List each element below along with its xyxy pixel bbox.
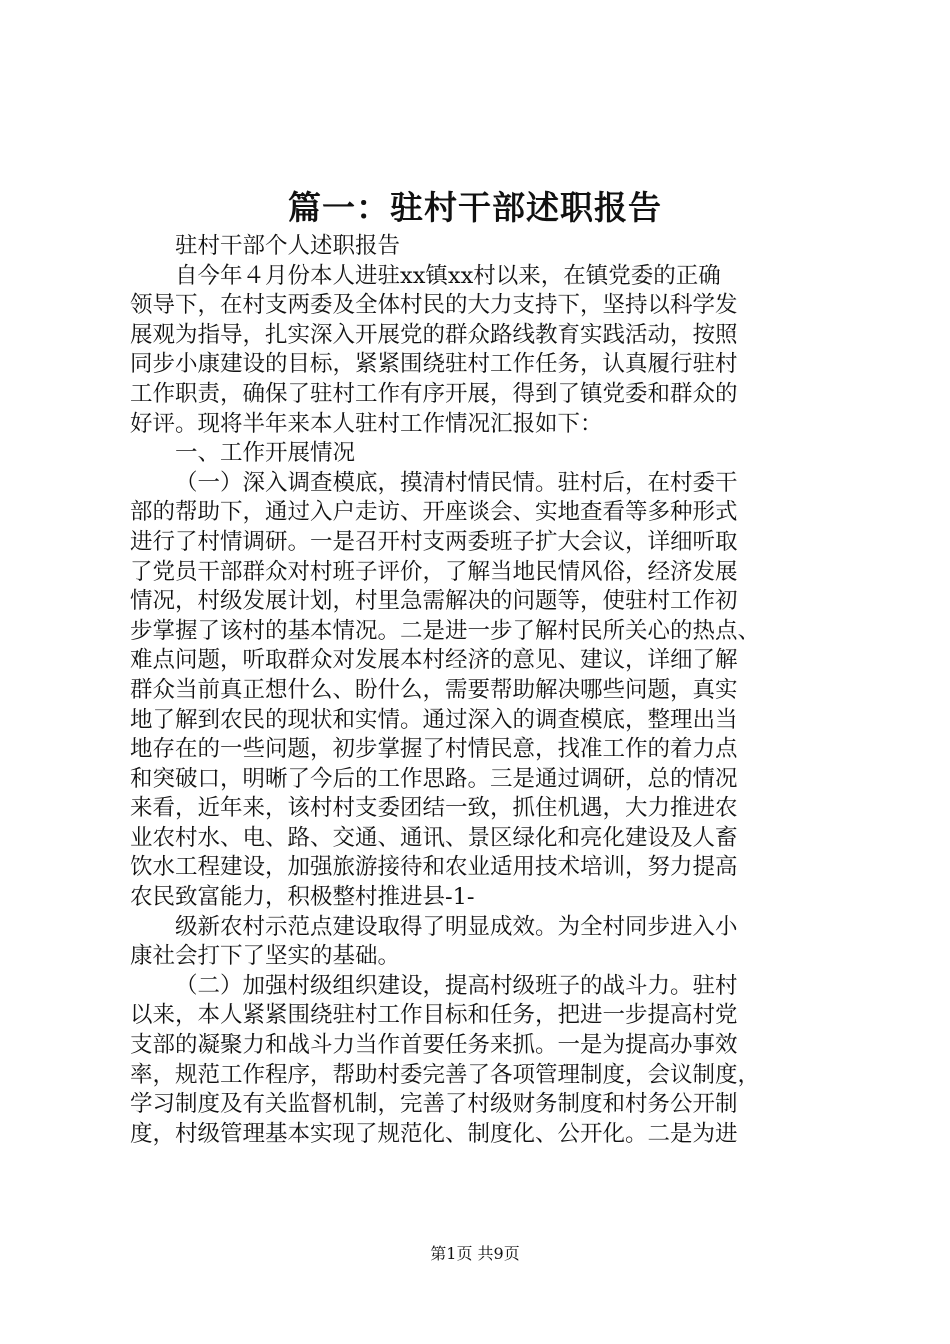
body-line: 以来，本人紧紧围绕驻村工作目标和任务，把进一步提高村党	[130, 1002, 738, 1029]
body-line: 饮水工程建设，加强旅游接待和农业适用技术培训，努力提高	[130, 854, 738, 881]
body-line: 和突破口，明晰了今后的工作思路。三是通过调研，总的情况	[130, 765, 738, 792]
body-line: 了党员干部群众对村班子评价，了解当地民情风俗，经济发展	[130, 558, 738, 585]
body-line: 一、工作开展情况	[175, 440, 356, 467]
body-line: 率，规范工作程序，帮助村委完善了各项管理制度，会议制度，	[130, 1061, 761, 1088]
body-line: 难点问题，听取群众对发展本村经济的意见、建议，详细了解	[130, 647, 738, 674]
body-line: 农民致富能力，积极整村推进县-1-	[130, 884, 475, 911]
document-body	[130, 232, 830, 1149]
body-line: 展观为指导，扎实深入开展党的群众路线教育实践活动，按照	[130, 321, 738, 348]
body-line: 工作职责，确保了驻村工作有序开展，得到了镇党委和群众的	[130, 380, 738, 407]
body-line: 支部的凝聚力和战斗力当作首要任务来抓。一是为提高办事效	[130, 1032, 738, 1059]
document-title: 篇一：驻村干部述职报告	[288, 188, 662, 227]
body-line: 级新农村示范点建设取得了明显成效。为全村同步进入小	[175, 913, 738, 940]
page-footer: 第1页 共9页	[430, 1244, 520, 1263]
body-line: 学习制度及有关监督机制，完善了村级财务制度和村务公开制	[130, 1091, 738, 1118]
body-line: 自今年４月份本人进驻xx镇xx村以来，在镇党委的正确	[175, 262, 721, 289]
body-line: 康社会打下了坚实的基础。	[130, 943, 401, 970]
body-line: 业农村水、电、路、交通、通讯、景区绿化和亮化建设及人畜	[130, 824, 738, 851]
body-line: 好评。现将半年来本人驻村工作情况汇报如下：	[130, 410, 603, 437]
body-line: 步掌握了该村的基本情况。二是进一步了解村民所关心的热点、	[130, 617, 761, 644]
body-line: 地存在的一些问题，初步掌握了村情民意，找准工作的着力点	[130, 736, 738, 763]
body-line: 群众当前真正想什么、盼什么，需要帮助解决哪些问题，真实	[130, 676, 738, 703]
body-line: 度，村级管理基本实现了规范化、制度化、公开化。二是为进	[130, 1120, 738, 1147]
body-line: （一）深入调查模底，摸清村情民情。驻村后，在村委干	[175, 469, 738, 496]
body-line: （二）加强村级组织建设，提高村级班子的战斗力。驻村	[175, 972, 738, 999]
body-line: 领导下，在村支两委及全体村民的大力支持下，坚持以科学发	[130, 292, 738, 319]
body-line: 地了解到农民的现状和实情。通过深入的调查模底，整理出当	[130, 706, 738, 733]
body-line: 同步小康建设的目标，紧紧围绕驻村工作任务，认真履行驻村	[130, 351, 738, 378]
body-line: 情况，村级发展计划，村里急需解决的问题等，使驻村工作初	[130, 588, 738, 615]
body-line: 进行了村情调研。一是召开村支两委班子扩大会议，详细听取	[130, 528, 738, 555]
body-line: 来看，近年来，该村村支委团结一致，抓住机遇，大力推进农	[130, 795, 738, 822]
body-line: 驻村干部个人述职报告	[175, 233, 401, 259]
body-line: 部的帮助下，通过入户走访、开座谈会、实地查看等多种形式	[130, 499, 738, 526]
